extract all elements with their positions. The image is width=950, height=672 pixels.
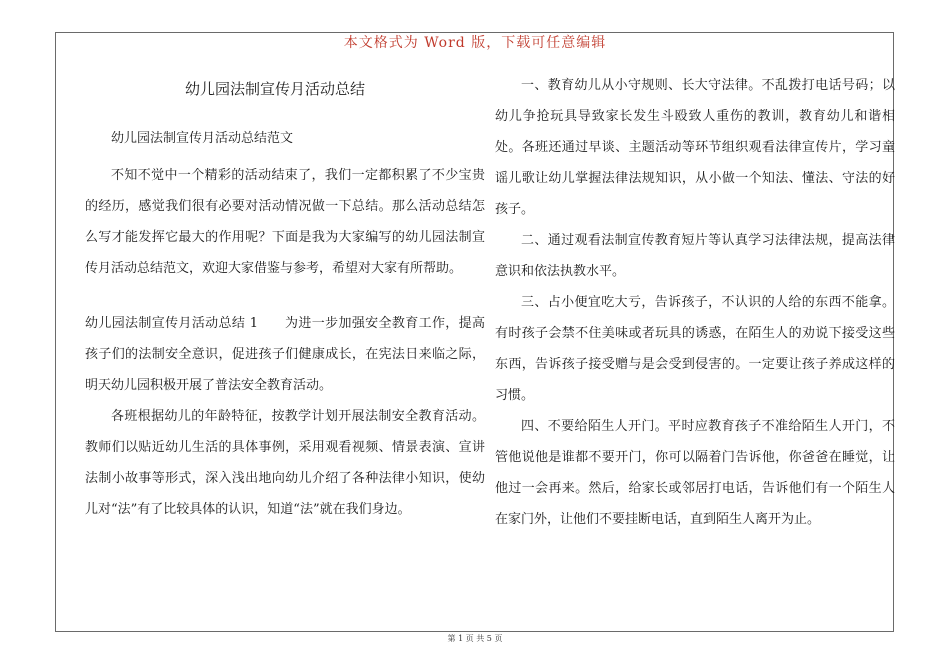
point-4-paragraph: 四、不要给陌生人开门。平时应教育孩子不准给陌生人开门，不管他说他是谁都不要开门，你可以隔着门告诉他，你爸爸在睡觉，让他过一会再来。然后，给家长或邻居打电话，告诉他们有一个陌生人在家门外，让他们不要挂断电话，直到陌生人离开为止。 — [495, 419, 895, 527]
point-1-paragraph: 一、教育幼儿从小守规则、长大守法律。不乱拨打电话号码；以幼儿争抢玩具导致家长发生斗殴致人重伤的教训，教育幼儿和谐相处。各班还通过早谈、主题活动等环节组织观看法律宣传片，学习童谣儿歌让幼儿掌握法律法规知识，从小做一个知法、懂法、守法的好孩子。 — [495, 78, 895, 217]
activities-paragraph: 各班根据幼儿的年龄特征，按教学计划开展法制安全教育活动。教师们以贴近幼儿生活的具体事例，采用观看视频、情景表演、宣讲法制小故事等形式，深入浅出地向幼儿介绍了各种法律小知识，使幼儿对“法”有了比较具体的认识，知道“法”就在我们身边。 — [85, 409, 485, 517]
subtitle-paragraph: 幼儿园法制宣传月活动总结范文 — [111, 131, 294, 146]
point-3-paragraph: 三、占小便宜吃大亏，告诉孩子，不认识的人给的东西不能拿。有时孩子会禁不住美味或者玩具的诱惑，在陌生人的劝说下接受这些东西，告诉孩子接受赠与是会受到侵害的。一定要让孩子养成这样的习惯。 — [495, 295, 895, 403]
watermark-banner: 本文格式为 Word 版，下载可任意编辑 — [343, 35, 607, 51]
document-title: 幼儿园法制宣传月活动总结 — [184, 80, 365, 98]
intro-paragraph: 不知不觉中一个精彩的活动结束了，我们一定都积累了不少宝贵的经历，感觉我们很有必要对活动情况做一下总结。那么活动总结怎么写才能发挥它最大的作用呢？下面是我为大家编写的幼儿园法制宣传月活动总结范文，欢迎大家借鉴与参考，希望对大家有所帮助。 — [85, 168, 485, 276]
right-column — [495, 70, 895, 535]
page-number-footer: 第 1 页 共 5 页 — [447, 634, 503, 643]
left-column — [85, 70, 485, 525]
point-2-paragraph: 二、通过观看法制宣传教育短片等认真学习法律法规，提高法律意识和依法执教水平。 — [495, 233, 895, 279]
summary-1-paragraph: 幼儿园法制宣传月活动总结 1 为进一步加强安全教育工作，提高孩子们的法制安全意识，促进孩子们健康成长，在宪法日来临之际，明天幼儿园积极开展了普法安全教育活动。 — [85, 316, 485, 393]
